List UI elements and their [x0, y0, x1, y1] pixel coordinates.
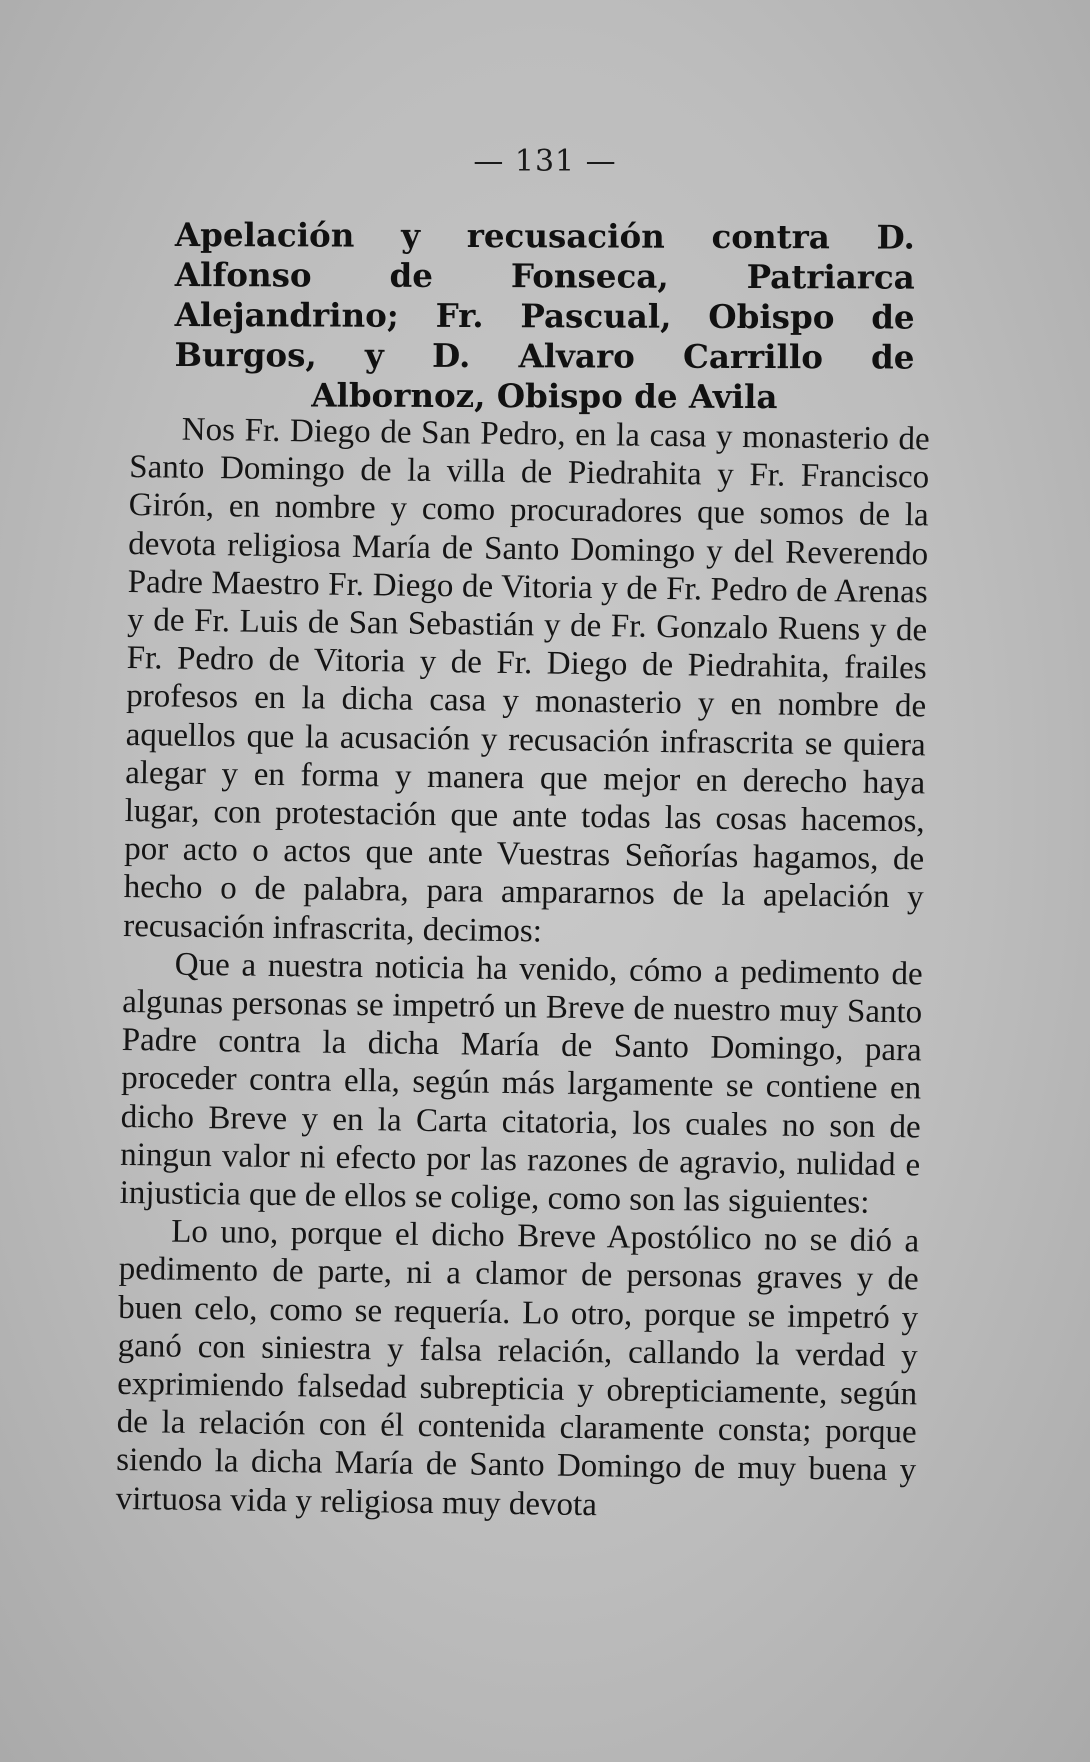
- section-heading: Apelación y recusación contra D. Alfonso de Fonseca, Patriarca Alejandrino; Fr. Pascual, Obispo de Burgos, y D. Alvaro Carrillo de Albornoz, Obispo de Avila: [174, 215, 915, 417]
- paragraph: Nos Fr. Diego de San Pedro, en la casa y monasterio de Santo Domingo de la villa de Piedrahita y Fr. Francisco Girón, en nombre y como procuradores que somos de la devota religiosa María de Santo Domingo y del Reverendo Padre Maestro Fr. Diego de Vitoria y de Fr. Pedro de Arenas y de Fr. Luis de San Sebastián y de Fr. Gonzalo Ruens y de Fr. Pedro de Vitoria y de Fr. Diego de Piedrahita, frailes profesos en la dicha casa y monasterio y en nombre de aquellos que la acusación y recusación infrascrita se quiera alegar y en forma y manera que mejor en derecho haya lugar, con protestación que ante todas las cosas hacemos, por acto o actos que ante Vuestras Señorías hagamos, de hecho o de palabra, para ampararnos de la apelación y recusación infrascrita, decimos:: [123, 411, 930, 950]
- paragraph: Lo uno, porque el dicho Breve Apostólico no se dió a pedimento de parte, ni a clamor de personas graves y de buen celo, como se requería. Lo otro, porque se impetró y ganó con siniestra y falsa relación, callando la verdad y exprimiendo falsedad subrepticia y obrepticiamente, según de la relación con él contenida claramente consta; porque siendo la dicha María de Santo Domingo de muy buena y virtuosa vida y religiosa muy devota: [115, 1213, 920, 1523]
- body-text: [115, 410, 929, 1528]
- paragraph: Que a nuestra noticia ha venido, cómo a pedimento de algunas personas se impetró un Breve de nuestro muy Santo Padre contra la dicha María de Santo Domingo, para proceder contra ella, según más largamente se contiene en dicho Breve y en la Carta citatoria, los cuales no son de ningun valor ni efecto por las razones de agravio, nulidad e injusticia que de ellos se colige, como son las siguientes:: [119, 946, 923, 1221]
- page-number: — 131 —: [473, 144, 617, 179]
